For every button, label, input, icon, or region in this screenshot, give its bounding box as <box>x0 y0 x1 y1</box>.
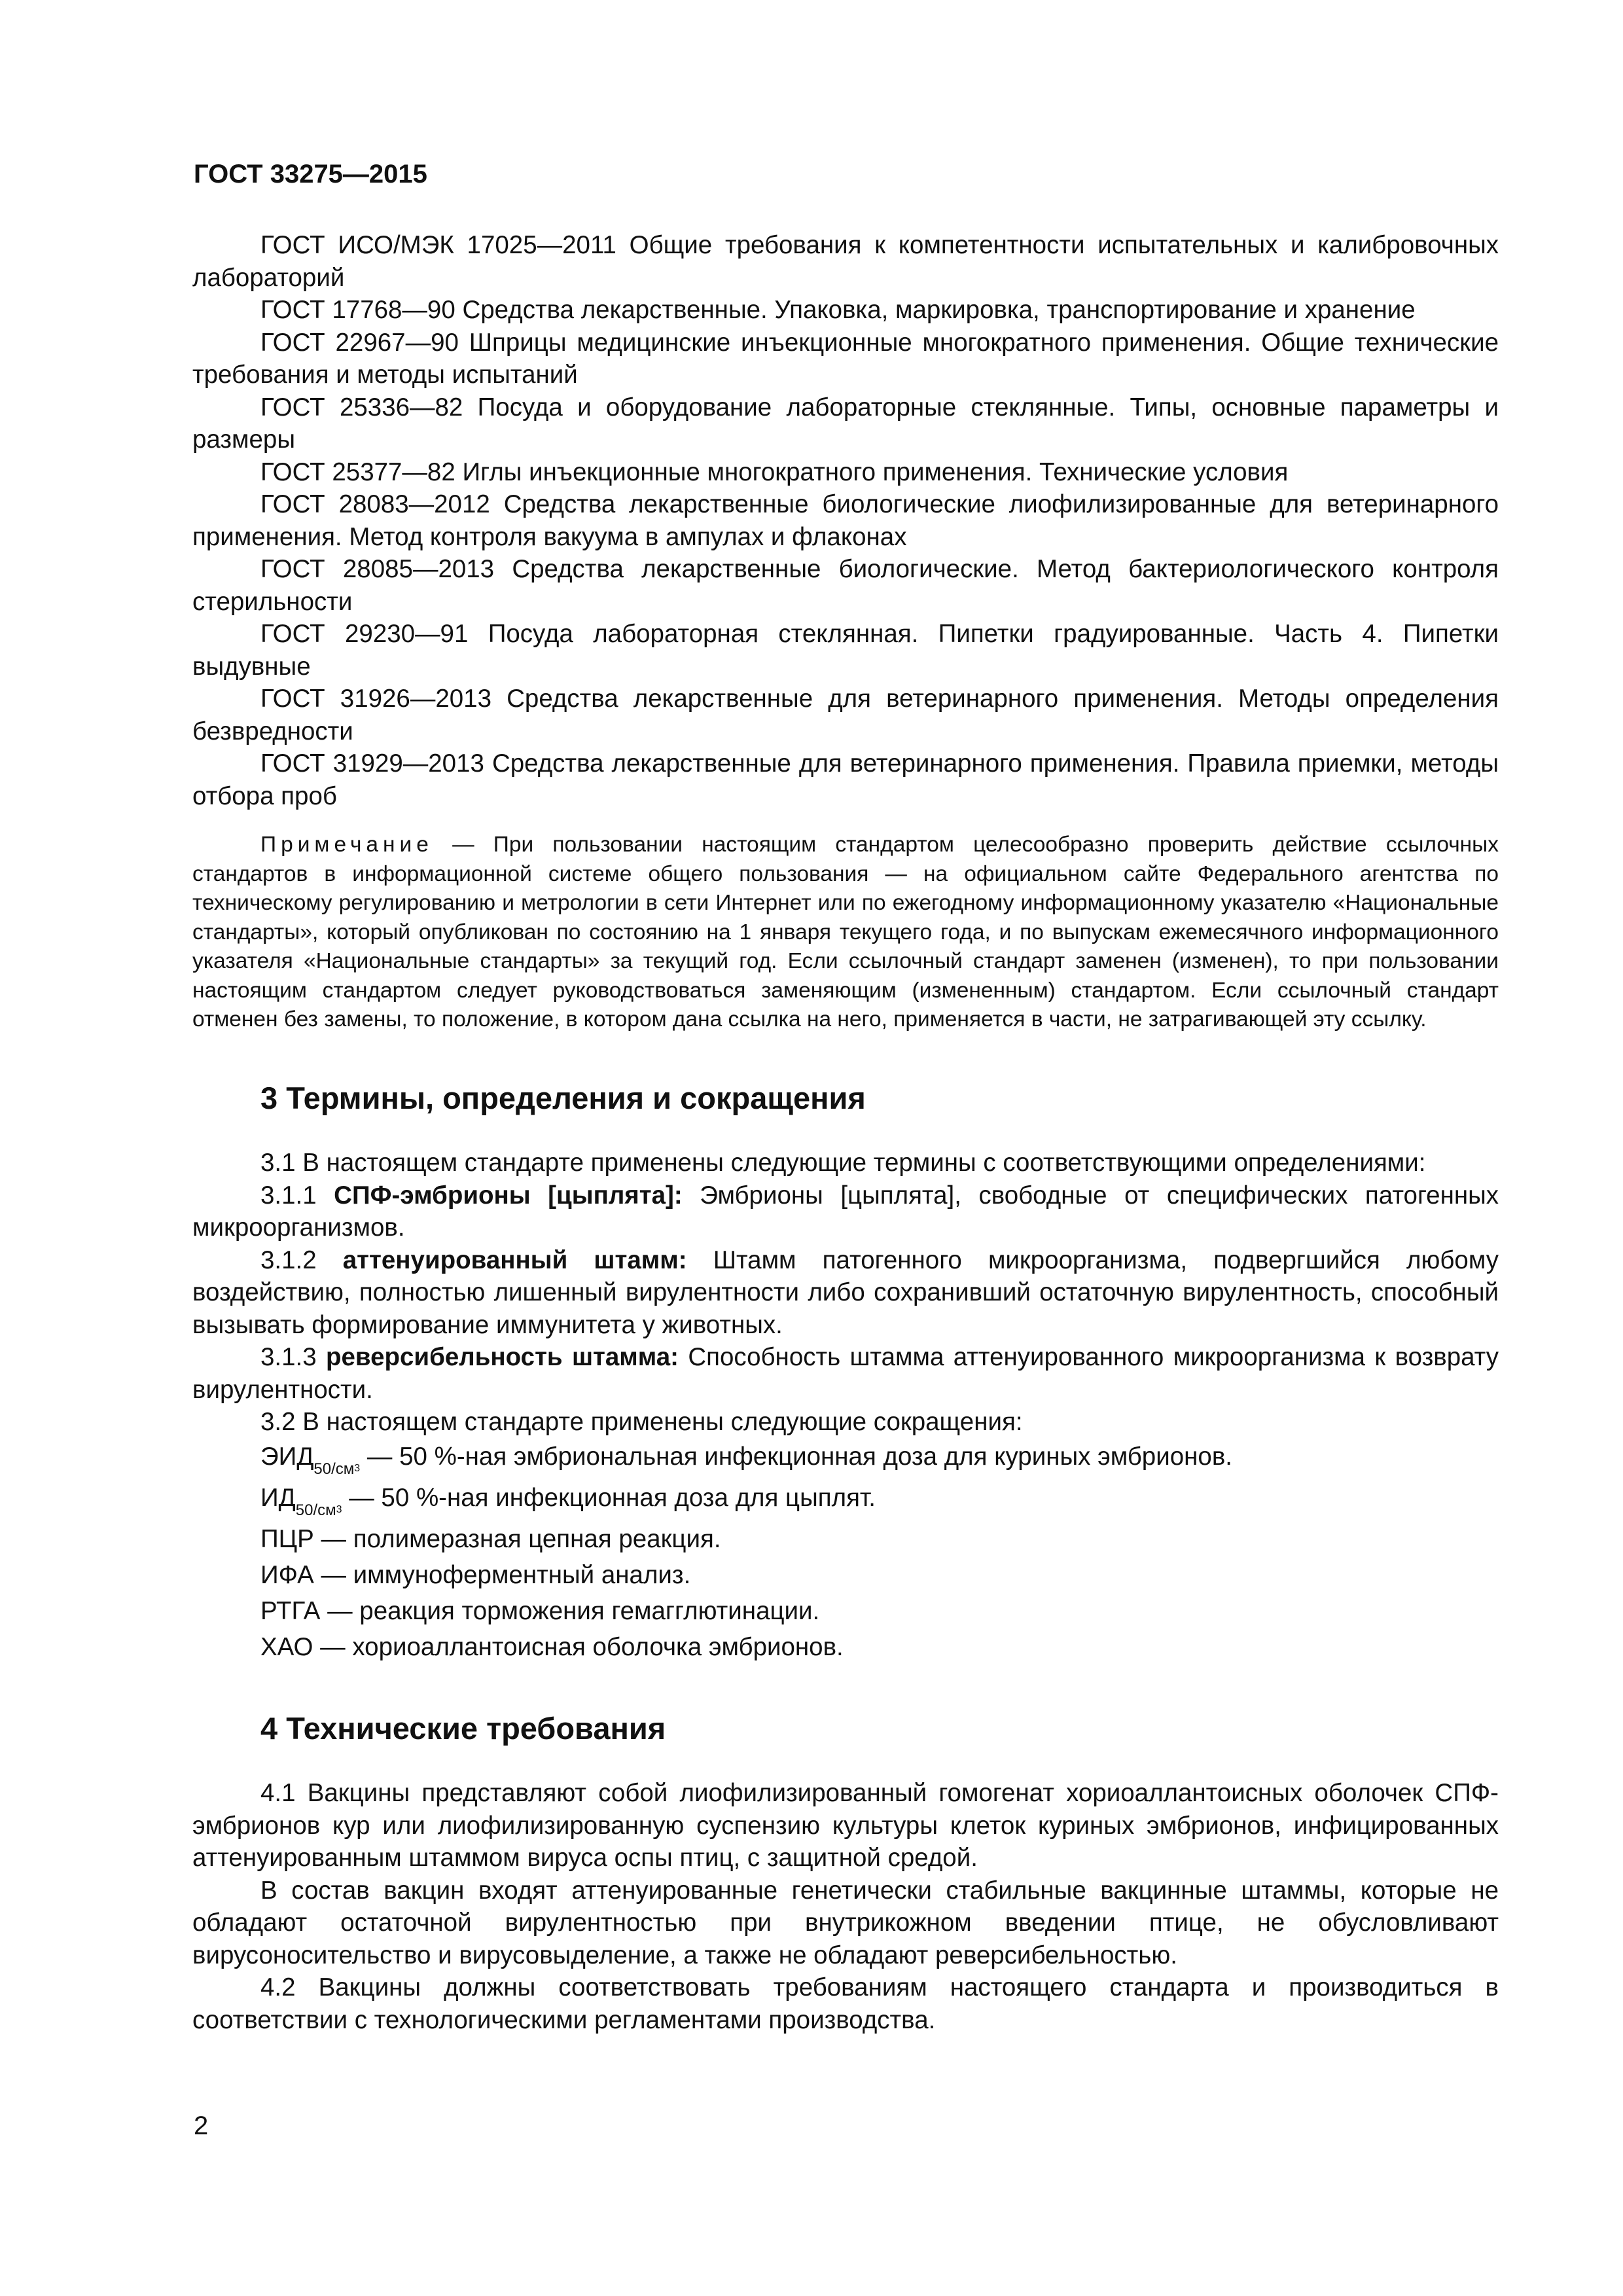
reference-item: ГОСТ 17768—90 Средства лекарственные. Упаковка, маркировка, транспортирование и хранение <box>260 296 1416 324</box>
reference-item: ГОСТ 28085—2013 Средства лекарственные биологические. Метод бактериологического контроля стерильности <box>192 555 1499 616</box>
abbr-subscript: 50/см3 <box>295 1501 342 1519</box>
section-3-title: 3 Термины, определения и сокращения <box>260 1080 866 1115</box>
reference-item: ГОСТ 31929—2013 Средства лекарственные для ветеринарного применения. Правила приемки, методы отбора проб <box>192 749 1499 810</box>
term-name: реверсибельность штамма: <box>325 1343 679 1371</box>
abbreviation-eid <box>192 1439 1499 1480</box>
note-label: Примечание <box>260 833 433 857</box>
page-number: 2 <box>194 2111 209 2140</box>
note-paragraph <box>192 831 1499 1035</box>
abbr-definition: — 50 %-ная эмбриональная инфекционная доза для куриных эмбрионов. <box>360 1442 1232 1471</box>
reference-item: ГОСТ 25336—82 Посуда и оборудование лабораторные стеклянные. Типы, основные параметры и размеры <box>192 393 1499 454</box>
reference-item: ГОСТ 28083—2012 Средства лекарственные биологические лиофилизированные для ветеринарного применения. Метод контроля вакуума в ампулах и флаконах <box>192 490 1499 551</box>
abbreviation-item: РТГА — реакция торможения гемагглютинации. <box>260 1596 820 1625</box>
normative-references-list <box>192 229 1499 812</box>
clause-4-2: 4.2 Вакцины должны соответствовать требованиям настоящего стандарта и производиться в соответствии с технологическими регламентами производства. <box>192 1973 1499 2034</box>
reference-item: ГОСТ 29230—91 Посуда лабораторная стеклянная. Пипетки градуированные. Часть 4. Пипетки выдувные <box>192 620 1499 681</box>
term-definition: Эмбрионы [цыплята], свободные от специфических патогенных микроорганизмов. <box>192 1181 1499 1242</box>
reference-item: ГОСТ 31926—2013 Средства лекарственные для ветеринарного применения. Методы определения безвредности <box>192 685 1499 745</box>
term-definition: Способность штамма аттенуированного микроорганизма к возврату вирулентности. <box>192 1343 1499 1404</box>
abbreviation-item: ИФА — иммуноферментный анализ. <box>260 1560 691 1589</box>
abbr-term: ИД <box>260 1483 296 1512</box>
term-definition: Штамм патогенного микроорганизма, подвергшийся любому воздействию, полностью лишенный вирулентности либо сохранивший остаточную вирулентность, способный вызывать формирование иммунитета у животных. <box>192 1246 1499 1339</box>
term-entry <box>192 1244 1499 1342</box>
clause-3-2: 3.2 В настоящем стандарте применены следующие сокращения: <box>260 1408 1023 1436</box>
term-number: 3.1.3 <box>260 1343 326 1371</box>
note-text: — При пользовании настоящим стандартом целесообразно проверить действие ссылочных стандартов в информационной системе общего пользования — на официальном сайте Федерального агентства по техническому регулированию и метрологии в сети Интернет или по ежегодному информационному указателю «Национальные стандарты», который опубликован по состоянию на 1 января текущего года, и по выпускам ежемесячного информационного указателя «Национальные стандарты» за текущий год. Если ссылочный стандарт заменен (изменен), то при пользовании настоящим стандартом следует руководствоваться заменяющим (измененным) стандартом. Если ссылочный стандарт отменен без замены, то положение, в котором дана ссылка на него, применяется в части, не затрагивающей эту ссылку. <box>192 833 1499 1031</box>
reference-item: ГОСТ 22967—90 Шприцы медицинские инъекционные многократного применения. Общие технические требования и методы испытаний <box>192 328 1499 389</box>
reference-item: ГОСТ 25377—82 Иглы инъекционные многократного применения. Технические условия <box>260 457 1289 486</box>
clause-4-1-continued: В состав вакцин входят аттенуированные генетически стабильные вакцинные штаммы, которые не обладают остаточной вирулентностью при внутрикожном введении птице, не обусловливают вирусоносительство и вирусовыделение, а также не обладают реверсибельностью. <box>192 1876 1499 1969</box>
clause-4-1: 4.1 Вакцины представляют собой лиофилизированный гомогенат хориоаллантоисных оболочек СПФ-эмбрионов кур или лиофилизированную суспензию культуры клеток куриных эмбрионов, инфицированных аттенуированным штаммом вируса оспы птиц, с защитной средой. <box>192 1779 1499 1872</box>
page-content <box>192 229 1499 2036</box>
term-name: СПФ-эмбрионы [цыплята]: <box>334 1181 683 1210</box>
document-id-header: ГОСТ 33275—2015 <box>194 160 427 188</box>
abbr-subscript: 50/см3 <box>313 1460 361 1478</box>
term-entry <box>192 1179 1499 1244</box>
term-number: 3.1.2 <box>260 1246 343 1274</box>
abbreviation-id <box>192 1480 1499 1521</box>
section-4-title: 4 Технические требования <box>260 1710 666 1746</box>
abbr-definition: — 50 %-ная инфекционная доза для цыплят. <box>342 1483 876 1512</box>
abbr-term: ЭИД <box>260 1442 314 1471</box>
term-entry <box>192 1341 1499 1406</box>
reference-item: ГОСТ ИСО/МЭК 17025—2011 Общие требования к компетентности испытательных и калибровочных лабораторий <box>192 231 1499 292</box>
term-name: аттенуированный штамм: <box>342 1246 687 1274</box>
clause-3-1: 3.1 В настоящем стандарте применены следующие термины с соответствующими определениями: <box>260 1149 1426 1177</box>
abbreviation-item: ПЦР — полимеразная цепная реакция. <box>260 1524 721 1553</box>
term-number: 3.1.1 <box>260 1181 334 1210</box>
abbreviation-item: ХАО — хориоаллантоисная оболочка эмбрионов. <box>260 1632 844 1661</box>
